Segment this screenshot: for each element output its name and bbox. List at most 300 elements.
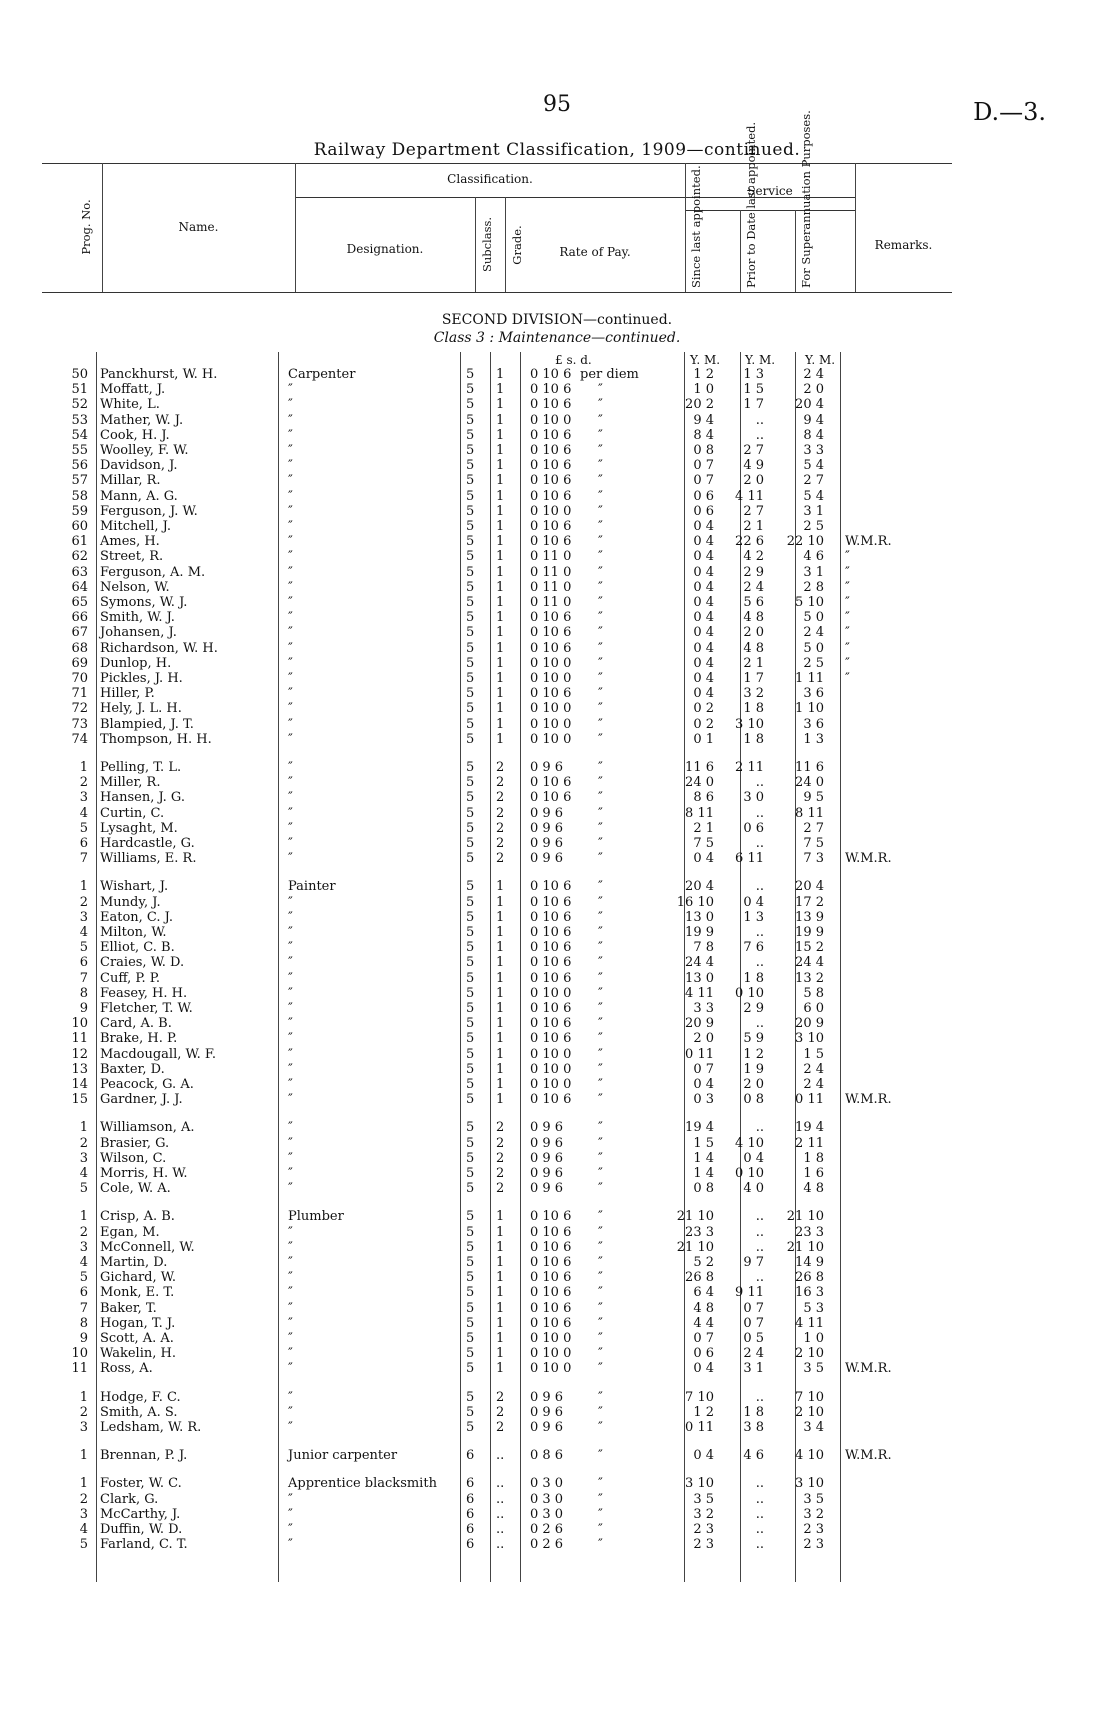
subclass-cell: 6 (466, 1522, 475, 1537)
grade-cell: 1 (496, 397, 505, 413)
pay-period-cell: ″ (598, 1270, 603, 1286)
prog-no-cell: 5 (79, 1537, 88, 1553)
pay-period-cell: ″ (598, 1181, 603, 1197)
designation-cell: ″ (288, 1420, 293, 1435)
prior-to-date-cell: 4 10 (735, 1135, 764, 1151)
pay-period-cell: ″ (598, 940, 603, 956)
designation-cell: ″ (288, 1404, 293, 1420)
superannuation-cell: 0 11 (795, 1092, 824, 1108)
prior-to-date-cell: 0 8 (743, 1092, 764, 1108)
remarks-cell: W.M.R. (845, 851, 892, 867)
designation-cell: ″ (288, 1270, 293, 1286)
since-last-cell: 8 4 (693, 427, 714, 443)
table-row (0, 443, 1114, 458)
rate-of-pay-cell: 0 10 0 (530, 412, 572, 428)
pay-period-cell: ″ (598, 473, 603, 489)
designation-cell: ″ (288, 1331, 293, 1346)
subclass-cell: 5 (466, 1404, 475, 1420)
superannuation-cell: 4 10 (795, 1448, 824, 1464)
superannuation-cell: 4 6 (803, 549, 824, 565)
since-last-cell: 11 6 (685, 760, 714, 775)
rate-of-pay-cell: 0 11 0 (530, 579, 572, 595)
rate-of-pay-cell: 0 10 0 (530, 731, 572, 747)
since-last-cell: 5 2 (693, 1255, 714, 1270)
remarks-cell: W.M.R. (845, 1092, 892, 1108)
prog-no-cell: 68 (71, 640, 88, 656)
since-last-cell: 7 5 (693, 836, 714, 851)
superannuation-cell: 2 11 (795, 1135, 824, 1151)
prog-no-cell: 71 (71, 686, 88, 702)
since-last-cell: 24 0 (685, 775, 714, 791)
name-cell: Thompson, H. H. (100, 731, 212, 747)
grade-cell: 1 (496, 595, 505, 610)
superannuation-cell: 24 4 (795, 955, 824, 971)
pay-period-cell: ″ (598, 716, 603, 732)
grade-cell: 2 (496, 790, 505, 806)
since-last-cell: 9 4 (693, 412, 714, 428)
subclass-cell: 5 (466, 716, 475, 732)
pay-period-cell: ″ (598, 909, 603, 925)
table-row (0, 836, 1114, 851)
prog-no-cell: 60 (71, 519, 88, 534)
pay-period-cell: ″ (598, 1016, 603, 1032)
table-row (0, 1346, 1114, 1361)
grade-cell: .. (496, 1491, 505, 1507)
rate-of-pay-cell: 0 10 6 (530, 1016, 572, 1032)
header-superannuation: For Superannuation Purposes. (799, 110, 813, 288)
since-last-cell: 0 7 (693, 458, 714, 474)
pay-period-cell: per diem (580, 367, 639, 382)
rate-of-pay-cell: 0 9 6 (530, 1150, 564, 1166)
prior-to-date-cell: 1 3 (743, 909, 764, 925)
superannuation-cell: 2 3 (803, 1537, 824, 1553)
pay-period-cell: ″ (598, 1077, 603, 1092)
superannuation-cell: 20 4 (795, 879, 824, 895)
rate-of-pay-cell: 0 9 6 (530, 1404, 564, 1420)
grade-cell: 1 (496, 1092, 505, 1108)
prog-no-cell: 67 (71, 625, 88, 641)
subclass-cell: 5 (466, 1061, 475, 1077)
subclass-cell: 5 (466, 1046, 475, 1062)
rate-of-pay-cell: 0 9 6 (530, 851, 564, 867)
superannuation-cell: 4 8 (803, 1181, 824, 1197)
designation-cell: ″ (288, 655, 293, 671)
table-row (0, 413, 1114, 428)
prog-no-cell: 3 (79, 1150, 88, 1166)
subclass-cell: 5 (466, 1239, 475, 1255)
subclass-cell: 5 (466, 879, 475, 895)
rate-of-pay-cell: 0 10 0 (530, 701, 572, 717)
grade-cell: 1 (496, 367, 505, 382)
prog-no-cell: 57 (71, 473, 88, 489)
pay-period-cell: ″ (598, 1506, 603, 1522)
subclass-cell: 5 (466, 549, 475, 565)
since-last-cell: 3 5 (693, 1491, 714, 1507)
subclass-cell: 6 (466, 1537, 475, 1553)
grade-cell: 1 (496, 1239, 505, 1255)
rate-of-pay-cell: 0 10 0 (530, 985, 572, 1001)
rate-of-pay-cell: 0 9 6 (530, 1135, 564, 1151)
since-last-cell: 0 4 (693, 1448, 714, 1464)
table-row (0, 1537, 1114, 1552)
pay-period-cell: ″ (598, 534, 603, 550)
prior-to-date-cell: 1 7 (743, 671, 764, 686)
designation-cell: ″ (288, 1031, 293, 1047)
superannuation-cell: 1 6 (803, 1166, 824, 1181)
designation-cell: Painter (288, 879, 336, 895)
prog-no-cell: 6 (79, 955, 88, 971)
table-row (0, 1255, 1114, 1270)
table-row (0, 1301, 1114, 1316)
designation-cell: ″ (288, 775, 293, 791)
superannuation-cell: 2 4 (803, 1061, 824, 1077)
pay-period-cell: ″ (598, 640, 603, 656)
prog-no-cell: 1 (79, 760, 88, 775)
table-row (0, 565, 1114, 580)
superannuation-cell: 16 3 (795, 1285, 824, 1301)
header-designation: Designation. (346, 242, 424, 256)
prog-no-cell: 72 (71, 701, 88, 717)
grade-cell: 1 (496, 940, 505, 956)
prog-no-cell: 6 (79, 1285, 88, 1301)
designation-cell: Carpenter (288, 367, 356, 382)
table-row (0, 1361, 1114, 1376)
pay-period-cell: ″ (598, 1166, 603, 1181)
prog-no-cell: 73 (71, 716, 88, 732)
pay-period-cell: ″ (598, 1209, 603, 1225)
remarks-cell: ″ (845, 595, 850, 610)
grade-cell: 1 (496, 925, 505, 940)
rate-of-pay-cell: 0 10 6 (530, 1255, 572, 1270)
name-cell: Clark, G. (100, 1491, 159, 1507)
superannuation-cell: 9 4 (803, 412, 824, 428)
table-row (0, 1522, 1114, 1537)
grade-cell: .. (496, 1537, 505, 1553)
page-number: 95 (543, 92, 571, 117)
name-cell: Monk, E. T. (100, 1285, 175, 1301)
prior-to-date-cell: 2 9 (743, 1001, 764, 1016)
subclass-cell: 5 (466, 731, 475, 747)
subclass-cell: 6 (466, 1476, 475, 1492)
since-last-cell: 20 2 (685, 397, 714, 413)
rate-of-pay-cell: 0 10 6 (530, 925, 572, 940)
superannuation-cell: 2 4 (803, 625, 824, 641)
subclass-cell: 5 (466, 625, 475, 641)
since-last-cell: 0 2 (693, 701, 714, 717)
prior-to-date-cell: .. (755, 1239, 764, 1255)
subclass-cell: 5 (466, 397, 475, 413)
prog-no-cell: 1 (79, 1448, 88, 1464)
table-row (0, 986, 1114, 1001)
table-row (0, 732, 1114, 747)
pay-period-cell: ″ (598, 1491, 603, 1507)
superannuation-cell: 20 4 (795, 397, 824, 413)
grade-cell: 1 (496, 716, 505, 732)
superannuation-cell: 26 8 (795, 1270, 824, 1286)
header-classification: Classification. (447, 172, 533, 186)
pay-period-cell: ″ (598, 1001, 603, 1016)
prior-to-date-cell: 5 9 (743, 1031, 764, 1047)
remarks-cell: ″ (845, 549, 850, 565)
superannuation-cell: 13 2 (795, 970, 824, 986)
table-row (0, 1016, 1114, 1031)
designation-cell: ″ (288, 640, 293, 656)
subclass-cell: 5 (466, 443, 475, 458)
prog-no-cell: 74 (71, 731, 88, 747)
designation-cell: ″ (288, 595, 293, 610)
subclass-cell: 5 (466, 1285, 475, 1301)
designation-cell: ″ (288, 1285, 293, 1301)
subclass-cell: 5 (466, 925, 475, 940)
name-cell: Fletcher, T. W. (100, 1001, 193, 1016)
prog-no-cell: 8 (79, 985, 88, 1001)
table-row (0, 925, 1114, 940)
subclass-cell: 5 (466, 1209, 475, 1225)
subclass-cell: 5 (466, 579, 475, 595)
pay-period-cell: ″ (598, 412, 603, 428)
subclass-cell: 5 (466, 1092, 475, 1108)
superannuation-cell: 21 10 (786, 1209, 824, 1225)
designation-cell: ″ (288, 488, 293, 504)
name-cell: Symons, W. J. (100, 595, 188, 610)
table-row (0, 1047, 1114, 1062)
prog-no-cell: 65 (71, 595, 88, 610)
name-cell: Nelson, W. (100, 579, 170, 595)
name-cell: Cole, W. A. (100, 1181, 171, 1197)
pay-period-cell: ″ (598, 1389, 603, 1405)
superannuation-cell: 3 3 (803, 443, 824, 458)
table-row (0, 489, 1114, 504)
remarks-cell: ″ (845, 625, 850, 641)
grade-cell: 1 (496, 701, 505, 717)
pay-period-cell: ″ (598, 1224, 603, 1240)
since-last-cell: 0 4 (693, 564, 714, 580)
subclass-cell: 5 (466, 1255, 475, 1270)
superannuation-cell: 7 10 (795, 1389, 824, 1405)
name-cell: Davidson, J. (100, 458, 178, 474)
superannuation-cell: 23 3 (795, 1224, 824, 1240)
rate-of-pay-cell: 0 9 6 (530, 836, 564, 851)
since-last-cell: 0 7 (693, 1331, 714, 1346)
table-row (0, 1420, 1114, 1435)
since-last-cell: 0 4 (693, 640, 714, 656)
table-row (0, 428, 1114, 443)
prog-no-cell: 53 (71, 412, 88, 428)
subclass-cell: 5 (466, 458, 475, 474)
superannuation-cell: 4 11 (795, 1315, 824, 1331)
since-last-cell: 0 4 (693, 686, 714, 702)
superannuation-cell: 2 5 (803, 519, 824, 534)
subclass-cell: 5 (466, 655, 475, 671)
pay-period-cell: ″ (598, 579, 603, 595)
header-name: Name. (178, 220, 219, 234)
prog-no-cell: 58 (71, 488, 88, 504)
prog-no-cell: 11 (71, 1361, 88, 1377)
grade-cell: 1 (496, 909, 505, 925)
name-cell: Gardner, J. J. (100, 1092, 183, 1108)
pay-period-cell: ″ (598, 1522, 603, 1537)
designation-cell: ″ (288, 820, 293, 836)
name-cell: Macdougall, W. F. (100, 1046, 216, 1062)
prior-to-date-cell: .. (755, 1537, 764, 1553)
prog-no-cell: 54 (71, 427, 88, 443)
table-row (0, 701, 1114, 716)
name-cell: Feasey, H. H. (100, 985, 188, 1001)
table-row (0, 879, 1114, 894)
rate-of-pay-cell: 0 10 6 (530, 367, 572, 382)
prior-to-date-cell: .. (755, 805, 764, 821)
designation-cell: ″ (288, 805, 293, 821)
grade-cell: 1 (496, 671, 505, 686)
table-row (0, 458, 1114, 473)
prog-no-cell: 7 (79, 1300, 88, 1316)
name-cell: Dunlop, H. (100, 655, 172, 671)
prior-to-date-cell: .. (755, 836, 764, 851)
grade-cell: 1 (496, 640, 505, 656)
rate-of-pay-cell: 0 9 6 (530, 760, 564, 775)
pay-period-cell: ″ (598, 1092, 603, 1108)
name-cell: Ferguson, J. W. (100, 503, 198, 519)
prog-no-cell: 10 (71, 1016, 88, 1032)
since-last-cell: 2 3 (693, 1537, 714, 1553)
document-reference: D.—3. (973, 98, 1046, 126)
superannuation-cell: 2 3 (803, 1522, 824, 1537)
superannuation-cell: 19 9 (795, 925, 824, 940)
pay-period-cell: ″ (598, 775, 603, 791)
rate-of-pay-cell: 0 10 6 (530, 397, 572, 413)
table-row (0, 1092, 1114, 1107)
prog-no-cell: 7 (79, 970, 88, 986)
designation-cell: ″ (288, 625, 293, 641)
since-last-cell: 16 10 (676, 894, 714, 910)
name-cell: Farland, C. T. (100, 1537, 188, 1553)
since-last-cell: 0 11 (685, 1046, 714, 1062)
superannuation-cell: 8 11 (795, 805, 824, 821)
prog-no-cell: 3 (79, 1506, 88, 1522)
remarks-cell: W.M.R. (845, 534, 892, 550)
grade-cell: 1 (496, 1046, 505, 1062)
designation-cell: ″ (288, 1061, 293, 1077)
designation-cell: ″ (288, 909, 293, 925)
subclass-cell: 5 (466, 1361, 475, 1377)
grade-cell: 1 (496, 1209, 505, 1225)
prior-to-date-cell: .. (755, 955, 764, 971)
grade-cell: 2 (496, 1150, 505, 1166)
prog-no-cell: 1 (79, 879, 88, 895)
pay-period-cell: ″ (598, 970, 603, 986)
prior-to-date-cell: 2 4 (743, 579, 764, 595)
name-cell: White, L. (100, 397, 160, 413)
prior-to-date-cell: 2 7 (743, 503, 764, 519)
prog-no-cell: 10 (71, 1346, 88, 1362)
prog-no-cell: 2 (79, 1404, 88, 1420)
prog-no-cell: 12 (71, 1046, 88, 1062)
superannuation-cell: 3 10 (795, 1031, 824, 1047)
grade-cell: 2 (496, 760, 505, 775)
name-cell: Morris, H. W. (100, 1166, 188, 1181)
since-last-cell: 0 2 (693, 716, 714, 732)
superannuation-cell: 5 0 (803, 640, 824, 656)
prog-no-cell: 7 (79, 851, 88, 867)
subclass-cell: 5 (466, 955, 475, 971)
subclass-cell: 5 (466, 1270, 475, 1286)
prior-to-date-cell: 3 8 (743, 1420, 764, 1435)
name-cell: Smith, W. J. (100, 610, 175, 626)
name-cell: Ross, A. (100, 1361, 153, 1377)
rate-of-pay-cell: 0 10 6 (530, 909, 572, 925)
service-units-prior: Y. M. (745, 353, 776, 367)
subclass-cell: 5 (466, 1150, 475, 1166)
prog-no-cell: 1 (79, 1209, 88, 1225)
table-row (0, 1225, 1114, 1240)
superannuation-cell: 3 6 (803, 686, 824, 702)
table-row (0, 382, 1114, 397)
prog-no-cell: 63 (71, 564, 88, 580)
name-cell: Hardcastle, G. (100, 836, 195, 851)
prior-to-date-cell: 0 6 (743, 820, 764, 836)
rate-of-pay-cell: 0 10 6 (530, 1315, 572, 1331)
prog-no-cell: 1 (79, 1389, 88, 1405)
name-cell: Ledsham, W. R. (100, 1420, 202, 1435)
rate-of-pay-cell: 0 10 6 (530, 443, 572, 458)
designation-cell: ″ (288, 955, 293, 971)
table-row (0, 775, 1114, 790)
rate-of-pay-cell: 0 10 6 (530, 488, 572, 504)
name-cell: Baxter, D. (100, 1061, 165, 1077)
table-row (0, 955, 1114, 970)
table-row (0, 1151, 1114, 1166)
table-row (0, 1120, 1114, 1135)
header-service: Service (747, 184, 793, 198)
prior-to-date-cell: 0 4 (743, 1150, 764, 1166)
name-cell: Elliot, C. B. (100, 940, 175, 956)
remarks-cell: W.M.R. (845, 1448, 892, 1464)
rate-of-pay-cell: 0 11 0 (530, 549, 572, 565)
since-last-cell: 0 4 (693, 851, 714, 867)
since-last-cell: 13 0 (685, 970, 714, 986)
designation-cell: ″ (288, 412, 293, 428)
name-cell: Scott, A. A. (100, 1331, 174, 1346)
name-cell: Wakelin, H. (100, 1346, 176, 1362)
prog-no-cell: 14 (71, 1077, 88, 1092)
name-cell: Mitchell, J. (100, 519, 171, 534)
grade-cell: 2 (496, 1389, 505, 1405)
prior-to-date-cell: .. (755, 925, 764, 940)
prog-no-cell: 4 (79, 805, 88, 821)
table-row (0, 625, 1114, 640)
rate-of-pay-cell: 0 9 6 (530, 1166, 564, 1181)
rate-of-pay-cell: 0 10 6 (530, 640, 572, 656)
prior-to-date-cell: 0 4 (743, 894, 764, 910)
table-row (0, 534, 1114, 549)
prog-no-cell: 55 (71, 443, 88, 458)
name-cell: Miller, R. (100, 775, 161, 791)
since-last-cell: 2 1 (693, 820, 714, 836)
prog-no-cell: 2 (79, 775, 88, 791)
prior-to-date-cell: 1 8 (743, 701, 764, 717)
designation-cell: ″ (288, 790, 293, 806)
name-cell: Richardson, W. H. (100, 640, 218, 656)
rate-of-pay-cell: 0 10 0 (530, 716, 572, 732)
designation-cell: ″ (288, 1046, 293, 1062)
rate-of-pay-cell: 0 11 0 (530, 595, 572, 610)
prior-to-date-cell: 0 10 (735, 985, 764, 1001)
since-last-cell: 0 4 (693, 549, 714, 565)
designation-cell: ″ (288, 1016, 293, 1032)
superannuation-cell: 5 4 (803, 458, 824, 474)
pay-period-cell: ″ (598, 1331, 603, 1346)
grade-cell: 2 (496, 851, 505, 867)
